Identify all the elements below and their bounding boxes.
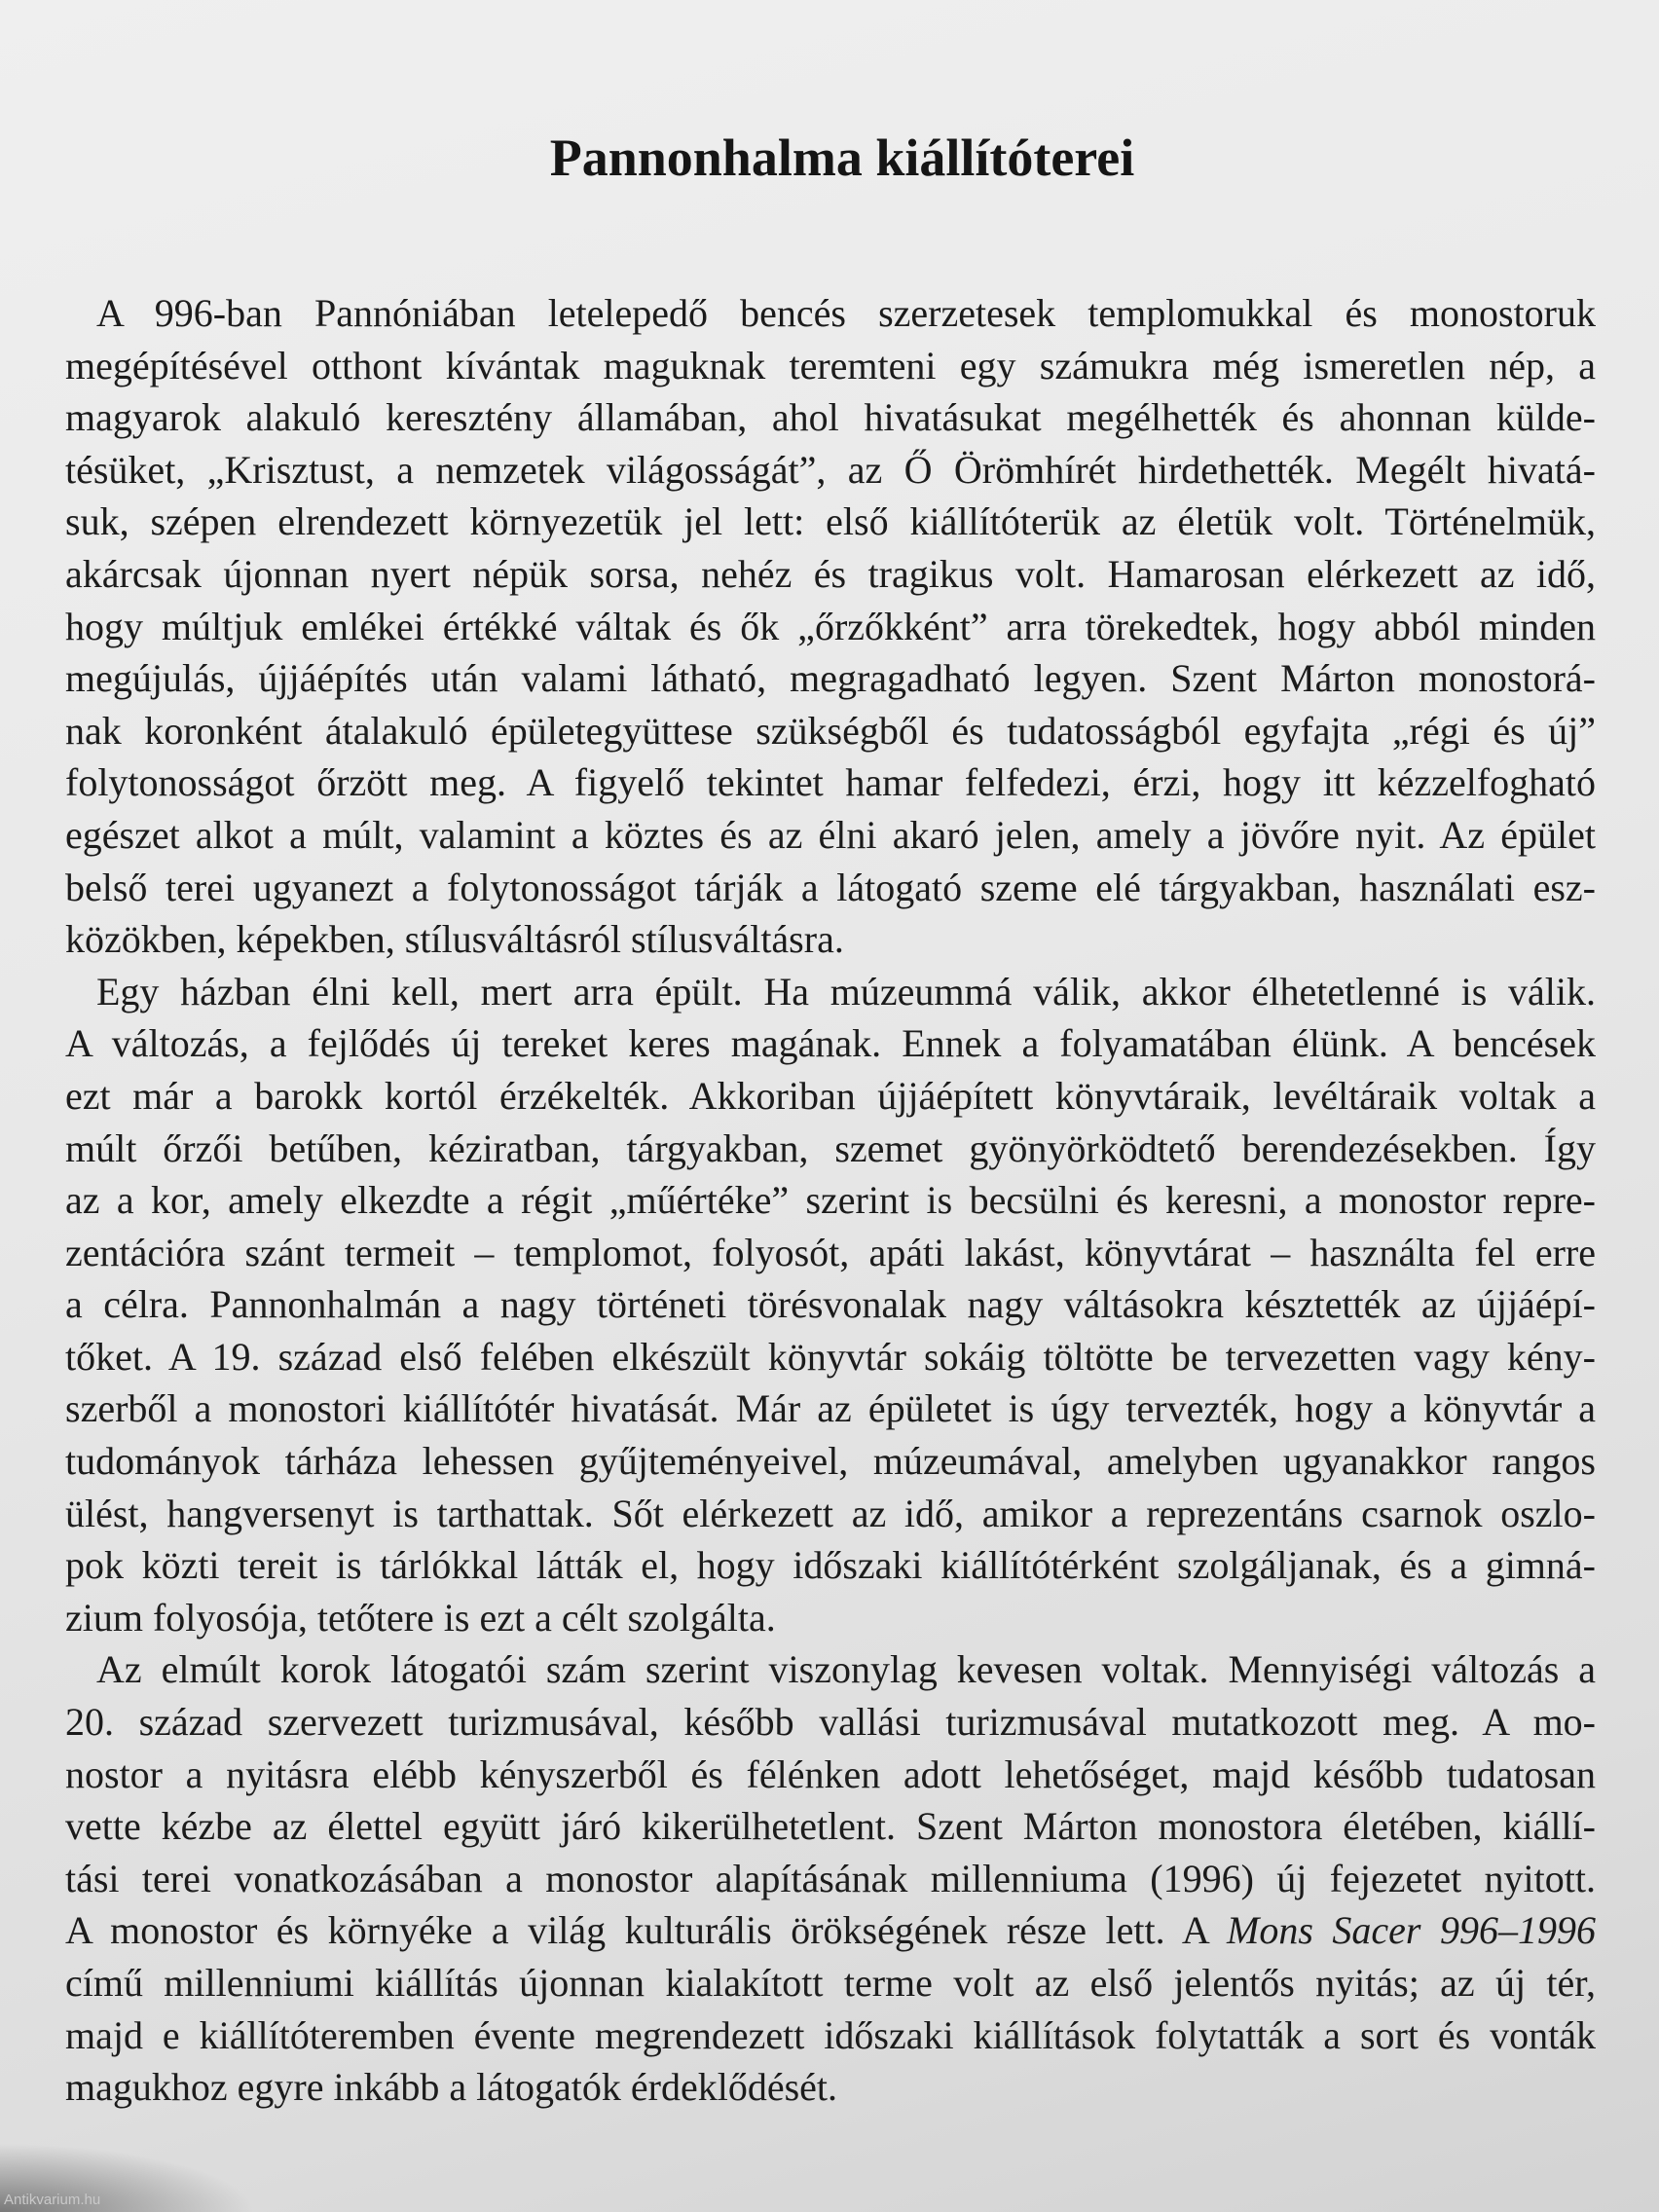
text-line: megújulás, újjáépítés után valami látható, megragadható legyen. Szent Márton monostorá-	[65, 656, 1596, 701]
text-line: zium folyosója, tetőtere is ezt a célt szolgálta.	[65, 1595, 776, 1640]
paragraph-2	[65, 966, 1596, 1644]
text-line: majd e kiállítóteremben évente megrendezett időszaki kiállítások folytatták a sort és vonták	[65, 2012, 1596, 2057]
text-line: az a kor, amely elkezdte a régit „műértéke” szerint is becsülni és keresni, a monostor repre-	[65, 1178, 1596, 1223]
text-line: ülést, hangversenyt is tarthattak. Sőt elérkezett az idő, amikor a reprezentáns csarnok oszlo-	[65, 1491, 1596, 1535]
text-line: vette kézbe az élettel együtt járó kikerülhetetlent. Szent Márton monostora életében, kiállí-	[65, 1804, 1596, 1849]
paragraph-1	[65, 287, 1596, 966]
text-line: folytonosságot őrzött meg. A figyelő tekintet hamar felfedezi, érzi, hogy itt kézzelfogható	[65, 760, 1596, 805]
text-line: 20. század szervezett turizmusával, később vallási turizmusával mutatkozott meg. A mo-	[65, 1700, 1596, 1745]
text-line: suk, szépen elrendezett környezetük jel lett: első kiállítóterük az életük volt. Történelmük,	[65, 499, 1596, 544]
text-body	[65, 287, 1596, 2114]
text-line: a célra. Pannonhalmán a nagy történeti törésvonalak nagy váltásokra késztették az újjáépí-	[65, 1282, 1596, 1327]
text-line: zentációra szánt termeit – templomot, folyosót, apáti lakást, könyvtárat – használta fel erre	[65, 1230, 1596, 1274]
text-line: ezt már a barokk kortól érzékelték. Akkoriban újjáépített könyvtáraik, levéltáraik voltak a	[65, 1073, 1596, 1118]
text-line: egészet alkot a múlt, valamint a köztes és az élni akaró jelen, amely a jövőre nyit. Az épület	[65, 812, 1596, 857]
text-line: múlt őrzői betűben, kéziratban, tárgyakban, szemet gyönyörködtető berendezésekben. Így	[65, 1125, 1596, 1170]
text-line: Az elmúlt korok látogatói szám szerint viszonylag kevesen voltak. Mennyiségi változás a	[96, 1647, 1596, 1692]
text-line: nostor a nyitásra elébb kényszerből és félénken adott lehetőséget, majd később tudatosan	[65, 1751, 1596, 1796]
text-line: tudományok tárháza lehessen gyűjteményeivel, múzeumával, amelyben ugyanakkor rangos	[65, 1439, 1596, 1484]
watermark: Antikvarium.hu	[4, 2192, 101, 2208]
text-line: hogy múltjuk emlékei értékké váltak és ők „őrzőkként” arra törekedtek, hogy abból minden	[65, 604, 1596, 648]
text-line: magyarok alakuló keresztény államában, ahol hivatásukat megélhették és ahonnan külde-	[65, 395, 1596, 440]
text-line: akárcsak újonnan nyert népük sorsa, nehéz és tragikus volt. Hamarosan elérkezett az idő,	[65, 551, 1596, 596]
page-title: Pannonhalma kiállítóterei	[549, 129, 1135, 187]
text-line: közökben, képekben, stílusváltásról stílusváltásra.	[65, 917, 844, 962]
text-segment: A monostor és környéke a világ kulturális örökségének része lett. A	[65, 1908, 1228, 1953]
text-line: A 996-ban Pannóniában letelepedő bencés szerzetesek templomukkal és monostoruk	[96, 291, 1596, 335]
text-line: című millenniumi kiállítás újonnan kialakított terme volt az első jelentős nyitás; az új tér,	[65, 1961, 1596, 2005]
text-line: magukhoz egyre inkább a látogatók érdeklődését.	[65, 2065, 838, 2110]
text-line: pok közti tereit is tárlókkal látták el, hogy időszaki kiállítótérként szolgáljanak, és a gimná-	[65, 1543, 1596, 1588]
text-line: nak koronként átalakuló épületegyüttese szükségből és tudatosságból egyfajta „régi és új”	[65, 708, 1596, 753]
text-line: megépítésével otthont kívántak maguknak teremteni egy számukra még ismeretlen nép, a	[65, 343, 1596, 387]
text-line: szerből a monostori kiállítótér hivatását. Már az épületet is úgy tervezték, hogy a könyvtár a	[65, 1386, 1596, 1431]
text-line: belső terei ugyanezt a folytonosságot tárják a látogató szeme elé tárgyakban, használati esz-	[65, 865, 1596, 909]
exhibition-title: Mons Sacer 996–1996	[1227, 1908, 1596, 1953]
text-line	[65, 1904, 1596, 1957]
text-line: tésüket, „Krisztust, a nemzetek világosságát”, az Ő Örömhírét hirdethették. Megélt hivatá-	[65, 447, 1596, 492]
text-line: A változás, a fejlődés új tereket keres magának. Ennek a folyamatában élünk. A bencések	[65, 1021, 1596, 1066]
paragraph-3	[65, 1643, 1596, 2113]
text-line: tási terei vonatkozásában a monostor alapításának millenniuma (1996) új fejezetet nyitott.	[65, 1856, 1596, 1900]
text-line: Egy házban élni kell, mert arra épült. Ha múzeummá válik, akkor élhetetlenné is válik.	[96, 969, 1596, 1014]
text-line: tőket. A 19. század első felében elkészült könyvtár sokáig töltötte be tervezetten vagy kény-	[65, 1334, 1596, 1379]
